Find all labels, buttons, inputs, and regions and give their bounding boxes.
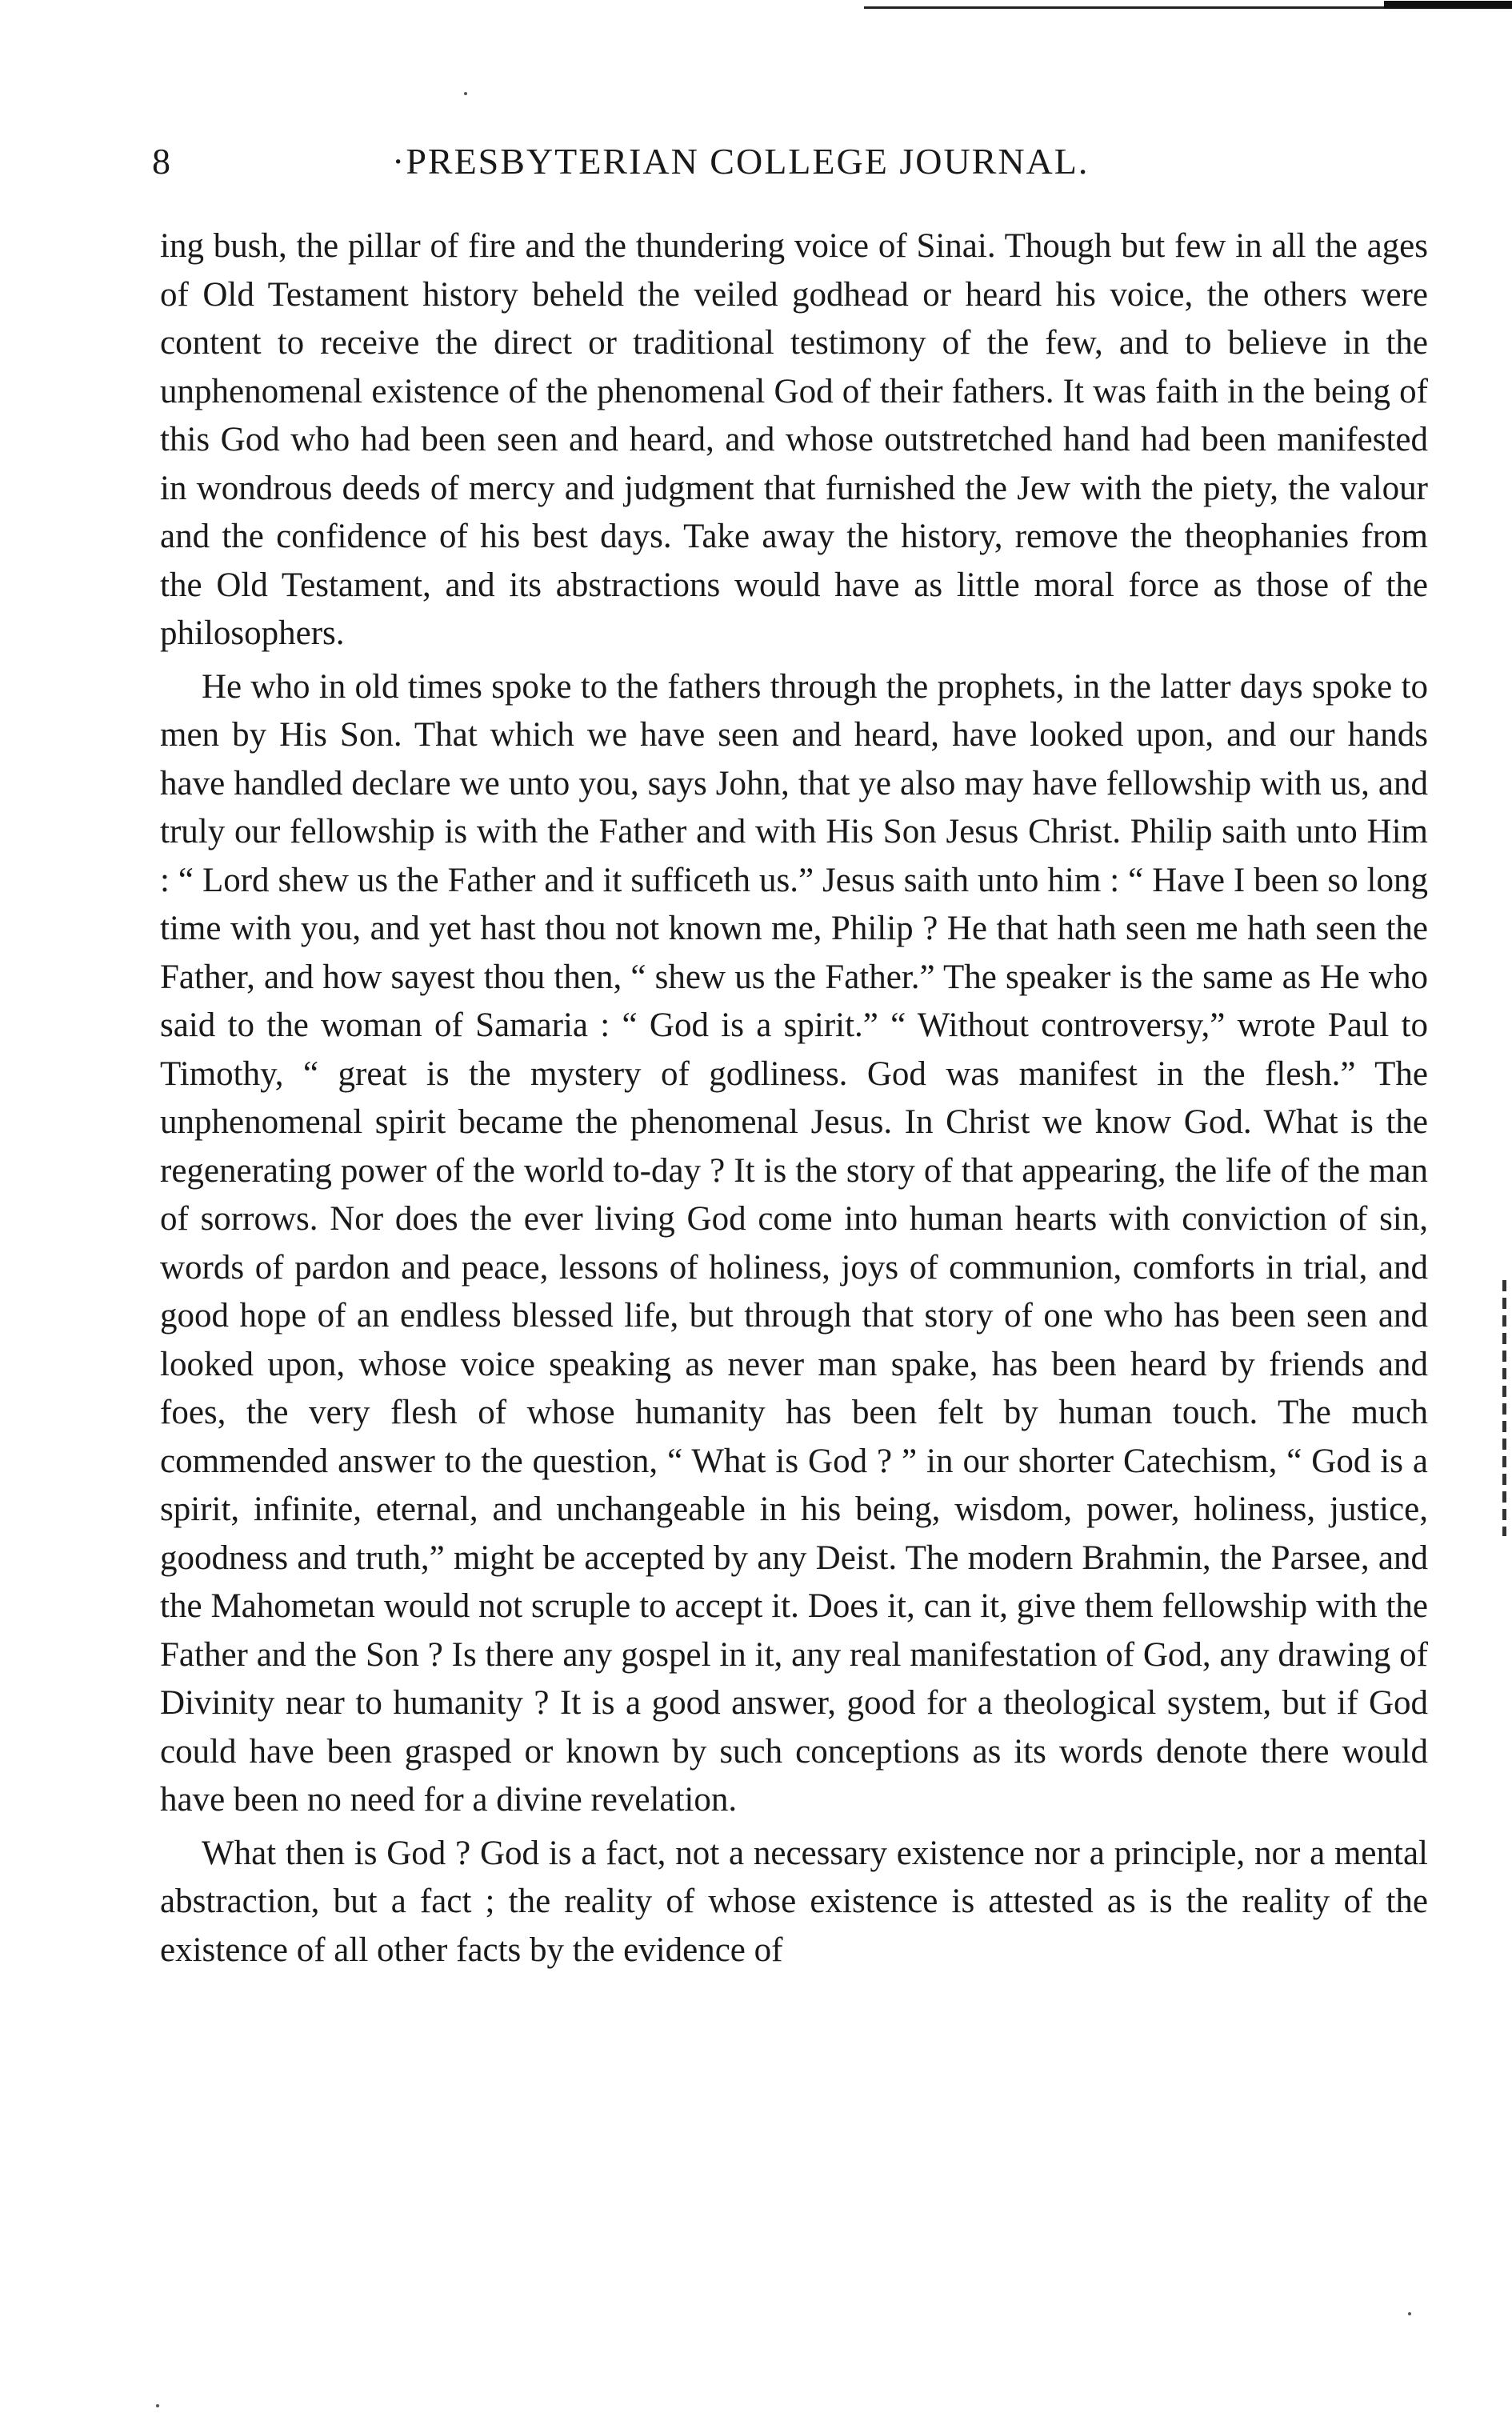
running-head: ·PRESBYTERIAN COLLEGE JOURNAL. xyxy=(392,141,1090,182)
margin-mark xyxy=(1502,1280,1506,1536)
scan-speck xyxy=(1408,2312,1411,2315)
scan-speck xyxy=(464,92,467,95)
top-edge-rule xyxy=(864,6,1512,14)
paragraph: What then is God ? God is a fact, not a necessary existence nor a principle, nor a mental abstraction, but a fact ; the reality of whose existence is attested as is the reality of the existence of all other facts by the evidence of xyxy=(160,1834,1428,1969)
paragraph-continuation: ing bush, the pillar of fire and the thundering voice of Sinai. Though but few in all the ages of Old Testament history beheld the veiled godhead or heard his voice, the others were content to receive the direct or traditional testimony of the few, and to believe in the unphenomenal existence of the phenomenal God of their fathers. It was faith in the being of this God who had been seen and heard, and whose outstretched hand had been manifested in wondrous deeds of mercy and judgment that furnished the Jew with the piety, the valour and the confidence of his best days. Take away the history, remove the theophanies from the Old Testament, and its abstractions would have as little moral force as those of the philosophers. xyxy=(160,227,1428,652)
body-text xyxy=(160,222,1428,1979)
page-header xyxy=(152,140,1432,196)
paragraph: He who in old times spoke to the fathers through the prophets, in the latter days spoke to men by His Son. That which we have seen and heard, have looked upon, and our hands have handled declare we unto you, says John, that ye also may have fellowship with us, and truly our fellowship is with the Father and with His Son Jesus Christ. Philip saith unto Him : “ Lord shew us the Father and it sufficeth us.” Jesus saith unto him : “ Have I been so long time with you, and yet hast thou not known me, Philip ? He that hath seen me hath seen the Father, and how sayest thou then, “ shew us the Father.” The speaker is the same as He who said to the woman of Samaria : “ God is a spirit.” “ Without controversy,” wrote Paul to Timothy, “ great is the mystery of godliness. God was manifest in the flesh.” The unphenomenal spirit became the phenomenal Jesus. In Christ we know God. What is the regenerating power of the world to-day ? It is the story of that appearing, the life of the man of sorrows. Nor does the ever living God come into human hearts with conviction of sin, words of pardon and peace, lessons of holiness, joys of communion, comforts in trial, and good hope of an endless blessed life, but through that story of one who has been seen and looked upon, whose voice speaking as never man spake, has been heard by friends and foes, the very flesh of whose humanity has been felt by human touch. The much commended answer to the question, “ What is God ? ” in our shorter Catechism, “ God is a spirit, infinite, eternal, and unchangeable in his being, wisdom, power, holiness, justice, goodness and truth,” might be accepted by any Deist. The modern Brahmin, the Parsee, and the Mahometan would not scruple to accept it. Does it, can it, give them fellowship with the Father and the Son ? Is there any gospel in it, any real manifestation of God, any drawing of Divinity near to humanity ? It is a good answer, good for a theological system, but if God could have been grasped or known by such conceptions as its words denote there would have been no need for a divine revelation. xyxy=(160,667,1428,1819)
scan-speck xyxy=(156,2404,159,2407)
page-number: 8 xyxy=(152,141,172,182)
